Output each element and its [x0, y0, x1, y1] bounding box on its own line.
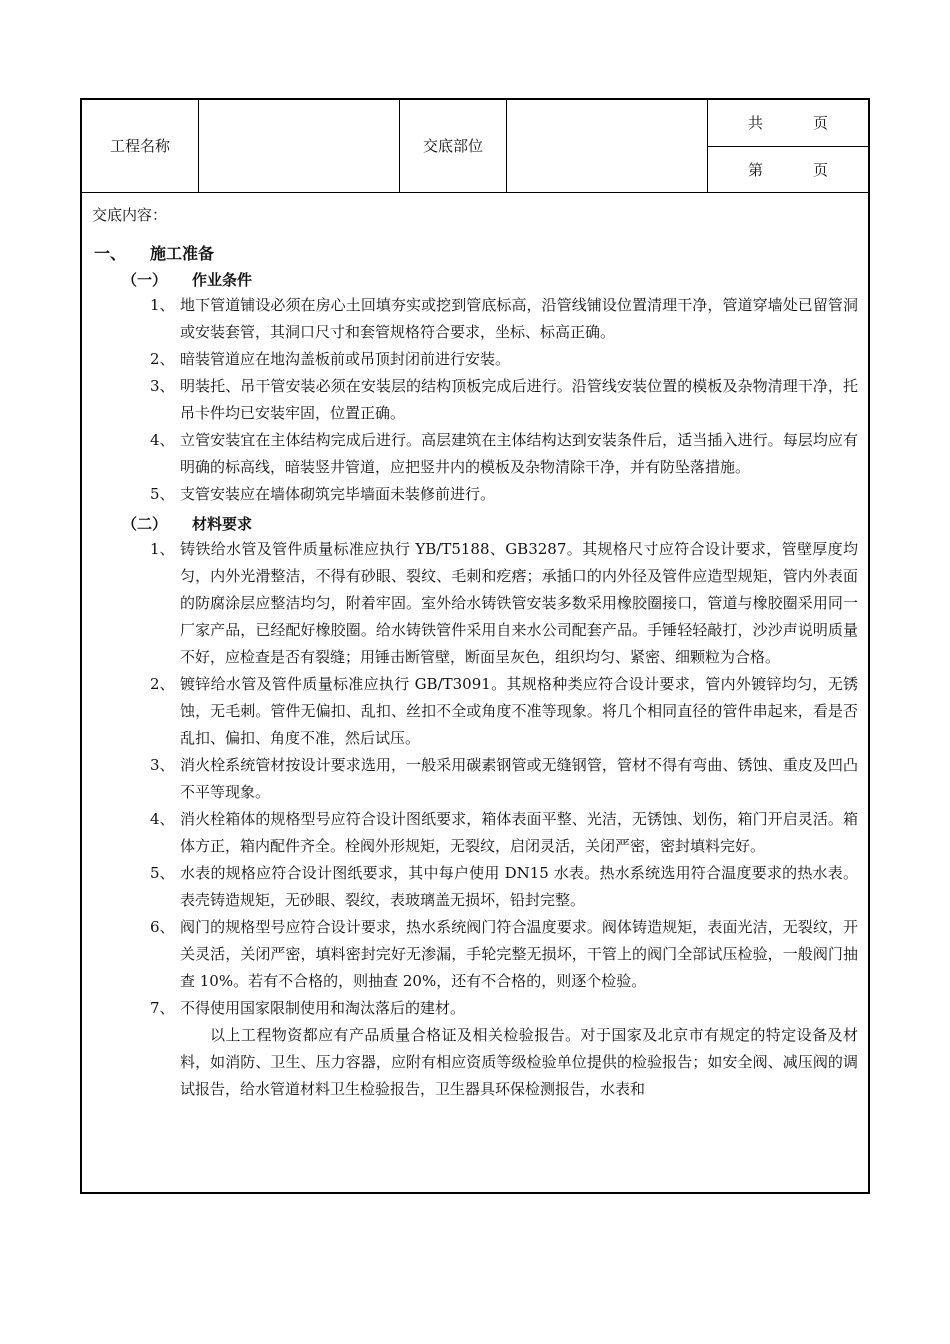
- list-item: 1、 地下管道铺设必须在房心土回填夯实或挖到管底标高，沿管线铺设位置清理干净，管道穿墙处已留管洞或安装套管，其洞口尺寸和套管规格符合要求，坐标、标高正确。: [150, 296, 858, 341]
- subsection-title: 作业条件: [192, 271, 253, 289]
- content-label: 交底内容：: [92, 206, 168, 224]
- list-item: 3、 明装托、吊干管安装必须在安装层的结构顶板完成后进行。沿管线安装位置的模板及杂物清理干净，托吊卡件均已安装牢固，位置正确。: [150, 377, 858, 422]
- subsection-number: （一）: [122, 271, 168, 289]
- total-pages-left: 共: [748, 114, 764, 133]
- list-item: 3、 消火栓系统管材按设计要求选用，一般采用碳素钢管或无缝钢管，管材不得有弯曲、锈蚀、重皮及凹凸不平等现象。: [150, 756, 858, 801]
- disclosure-form: [80, 98, 870, 1194]
- list-item: 5、 支管安装应在墙体砌筑完毕墙面未装修前进行。: [150, 485, 496, 503]
- part-label: 交底部位: [400, 100, 507, 192]
- subsection-heading-1: [92, 268, 858, 292]
- list-item: 2、 镀锌给水管及管件质量标准应执行 GB/T3091。其规格种类应符合设计要求，管内外镀锌均匀，无锈蚀，无毛刺。管件无偏扣、乱扣、丝扣不全或角度不准等现象。将几个相同直径的管件串起来，看是否乱扣、偏扣、角度不准，然后试压。: [150, 675, 858, 747]
- list-item: 4、 消火栓箱体的规格型号应符合设计图纸要求，箱体表面平整、光洁，无锈蚀、划伤，箱门开启灵活。箱体方正，箱内配件齐全。栓阀外形规矩，无裂纹，启闭灵活，关闭严密，密封填料完好。: [150, 810, 858, 855]
- list-item: 6、 阀门的规格型号应符合设计要求，热水系统阀门符合温度要求。阀体铸造规矩，表面光洁，无裂纹，开关灵活，关闭严密，填料密封完好无渗漏，手轮完整无损坏，干管上的阀门全部试压检验，一般阀门抽查 10%。若有不合格的，则抽查 20%，还有不合格的，则逐个检验。: [150, 918, 858, 990]
- project-name-label: 工程名称: [82, 100, 199, 192]
- section-title: 施工准备: [150, 244, 215, 263]
- section-heading: [92, 241, 858, 264]
- list-item: 2、 暗装管道应在地沟盖板前或吊顶封闭前进行安装。: [150, 350, 511, 368]
- page-number-right: 页: [812, 160, 828, 179]
- total-pages-right: 页: [812, 114, 828, 133]
- project-name-value[interactable]: [199, 100, 400, 192]
- closing-paragraph: 以上工程物资都应有产品质量合格证及相关检验报告。对于国家及北京市有规定的特定设备及材料，如消防、卫生、压力容器，应附有相应资质等级检验单位提供的检验报告；如安全阀、减压阀的调试报告，给水管道材料卫生检验报告，卫生器具环保检测报告，水表和: [180, 1026, 858, 1098]
- subsection-number: （二）: [122, 515, 168, 533]
- subsection-title: 材料要求: [192, 515, 253, 533]
- page-number-left: 第: [748, 160, 764, 179]
- header-table: [82, 100, 868, 193]
- page-number-cell: [708, 146, 869, 192]
- list-item: 7、 不得使用国家限制使用和淘汰落后的建材。: [150, 999, 466, 1017]
- list-item: 5、 水表的规格应符合设计图纸要求，其中每户使用 DN15 水表。热水系统选用符合温度要求的热水表。表壳铸造规矩，无砂眼、裂纹，表玻璃盖无损坏，铅封完整。: [150, 864, 858, 909]
- list-item: 4、 立管安装宜在主体结构完成后进行。高层建筑在主体结构达到安装条件后，适当插入进行。每层均应有明确的标高线，暗装竖井管道，应把竖井内的模板及杂物清除干净，并有防坠落措施。: [150, 431, 858, 476]
- total-pages-cell: [708, 100, 869, 146]
- disclosure-content: [82, 192, 868, 1103]
- section-number: 一、: [94, 244, 127, 263]
- subsection-heading-2: [92, 512, 858, 536]
- part-value[interactable]: [507, 100, 708, 192]
- list-item: 1、 铸铁给水管及管件质量标准应执行 YB/T5188、GB3287。其规格尺寸应符合设计要求，管壁厚度均匀，内外光滑整洁，不得有砂眼、裂纹、毛刺和疙瘩；承插口的内外径及管件应造型规矩，管内外表面的防腐涂层应整洁均匀，附着牢固。室外给水铸铁管安装多数采用橡胶圈接口，管道与橡胶圈采用同一厂家产品，已经配好橡胶圈。给水铸铁管件采用自来水公司配套产品。手锤轻轻敲打，沙沙声说明质量不好，应检查是否有裂缝；用锤击断管壁，断面呈灰色，组织均匀、紧密、细颗粒为合格。: [150, 540, 858, 666]
